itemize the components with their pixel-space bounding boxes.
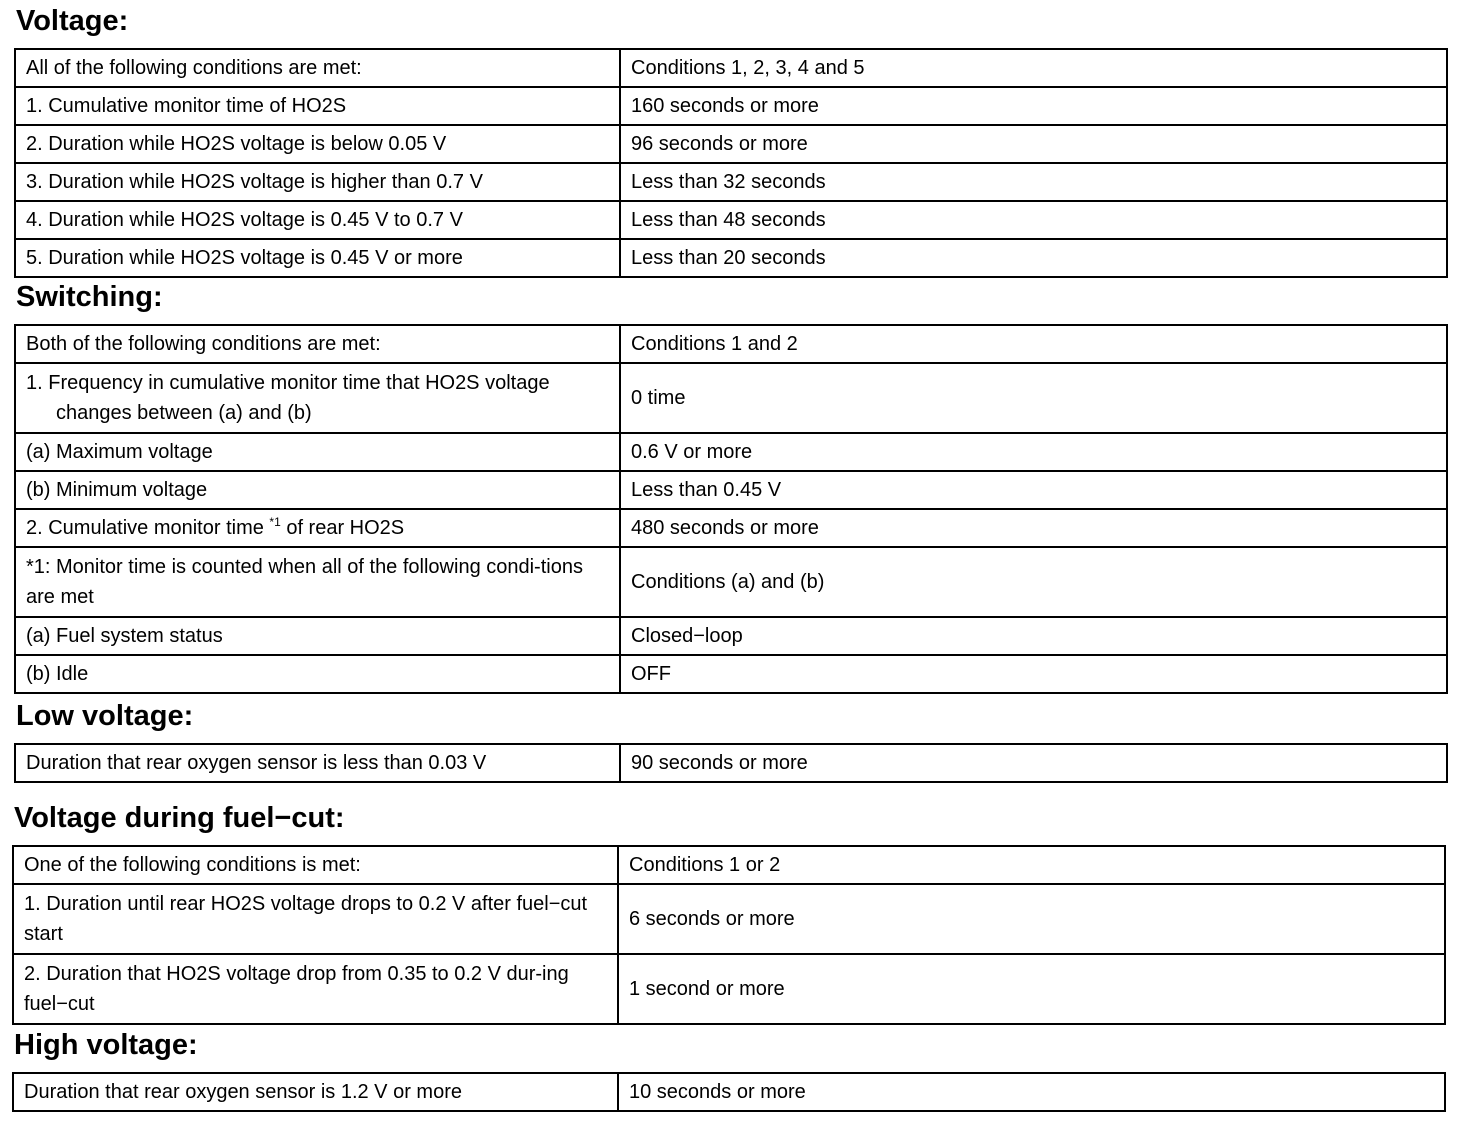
condition-cell: 1. Cumulative monitor time of HO2S [15, 87, 620, 125]
condition-text: of rear HO2S [280, 517, 405, 539]
condition-cell: One of the following conditions is met: [13, 846, 618, 884]
table-row [15, 87, 1447, 125]
table-row [15, 325, 1447, 363]
value-cell: 1 second or more [618, 954, 1445, 1024]
condition-cell: 2. Duration while HO2S voltage is below 0.05 V [15, 125, 620, 163]
value-cell: Less than 32 seconds [620, 163, 1447, 201]
table-row [15, 49, 1447, 87]
conditions-table [14, 48, 1448, 278]
condition-cell [15, 363, 620, 433]
value-cell: 480 seconds or more [620, 509, 1447, 547]
table-row [13, 1073, 1445, 1111]
condition-cell: Duration that rear oxygen sensor is less than 0.03 V [15, 744, 620, 782]
condition-cell: Both of the following conditions are met: [15, 325, 620, 363]
condition-cell: 4. Duration while HO2S voltage is 0.45 V to 0.7 V [15, 201, 620, 239]
table-row [15, 163, 1447, 201]
value-cell: Conditions 1 and 2 [620, 325, 1447, 363]
conditions-table [12, 1072, 1446, 1112]
condition-cell: All of the following conditions are met: [15, 49, 620, 87]
section-high-voltage [12, 1028, 1444, 1112]
value-cell: Conditions 1, 2, 3, 4 and 5 [620, 49, 1447, 87]
condition-cell: Duration that rear oxygen sensor is 1.2 V or more [13, 1073, 618, 1111]
condition-cell: (b) Idle [15, 655, 620, 693]
condition-cell: (a) Fuel system status [15, 617, 620, 655]
value-cell: Less than 48 seconds [620, 201, 1447, 239]
condition-cell: (a) Maximum voltage [15, 433, 620, 471]
section-voltage [14, 4, 1446, 278]
table-row [15, 655, 1447, 693]
condition-cell [15, 509, 620, 547]
condition-cell: 5. Duration while HO2S voltage is 0.45 V or more [15, 239, 620, 277]
condition-cell: 1. Duration until rear HO2S voltage drops to 0.2 V after fuel−cut start [13, 884, 618, 954]
value-cell: Less than 20 seconds [620, 239, 1447, 277]
value-cell: 90 seconds or more [620, 744, 1447, 782]
condition-cell: (b) Minimum voltage [15, 471, 620, 509]
section-voltage-fuel-cut [12, 801, 1444, 1025]
value-cell: 6 seconds or more [618, 884, 1445, 954]
section-heading: Switching: [16, 281, 163, 313]
section-heading: Low voltage: [16, 700, 194, 732]
table-row [15, 617, 1447, 655]
value-cell: 96 seconds or more [620, 125, 1447, 163]
condition-cell: 3. Duration while HO2S voltage is higher than 0.7 V [15, 163, 620, 201]
table-row [15, 509, 1447, 547]
conditions-table [12, 845, 1446, 1025]
table-row [13, 846, 1445, 884]
table-row [15, 239, 1447, 277]
value-cell: 0.6 V or more [620, 433, 1447, 471]
value-cell: OFF [620, 655, 1447, 693]
conditions-table [14, 324, 1448, 694]
value-cell: 160 seconds or more [620, 87, 1447, 125]
value-cell: Conditions 1 or 2 [618, 846, 1445, 884]
value-cell: Conditions (a) and (b) [620, 547, 1447, 617]
table-row [13, 954, 1445, 1024]
condition-cell: 2. Duration that HO2S voltage drop from 0.35 to 0.2 V dur-ing fuel−cut [13, 954, 618, 1024]
table-row [13, 884, 1445, 954]
section-switching [14, 280, 1446, 694]
table-row [15, 125, 1447, 163]
condition-text: 2. Cumulative monitor time [26, 517, 270, 539]
value-cell: 0 time [620, 363, 1447, 433]
value-cell: 10 seconds or more [618, 1073, 1445, 1111]
condition-text: 1. Frequency in cumulative monitor time that HO2S voltage changes between (a) and (b) [26, 372, 550, 424]
table-row [15, 547, 1447, 617]
table-row [15, 433, 1447, 471]
condition-cell: *1: Monitor time is counted when all of the following condi-tions are met [15, 547, 620, 617]
section-heading: Voltage: [16, 5, 129, 37]
value-cell: Closed−loop [620, 617, 1447, 655]
footnote-marker: *1 [269, 515, 281, 529]
table-row [15, 201, 1447, 239]
conditions-table [14, 743, 1448, 783]
table-row [15, 363, 1447, 433]
section-low-voltage [14, 699, 1446, 783]
table-row [15, 744, 1447, 782]
table-row [15, 471, 1447, 509]
section-heading: High voltage: [14, 1029, 198, 1061]
section-heading: Voltage during fuel−cut: [14, 802, 345, 834]
value-cell: Less than 0.45 V [620, 471, 1447, 509]
